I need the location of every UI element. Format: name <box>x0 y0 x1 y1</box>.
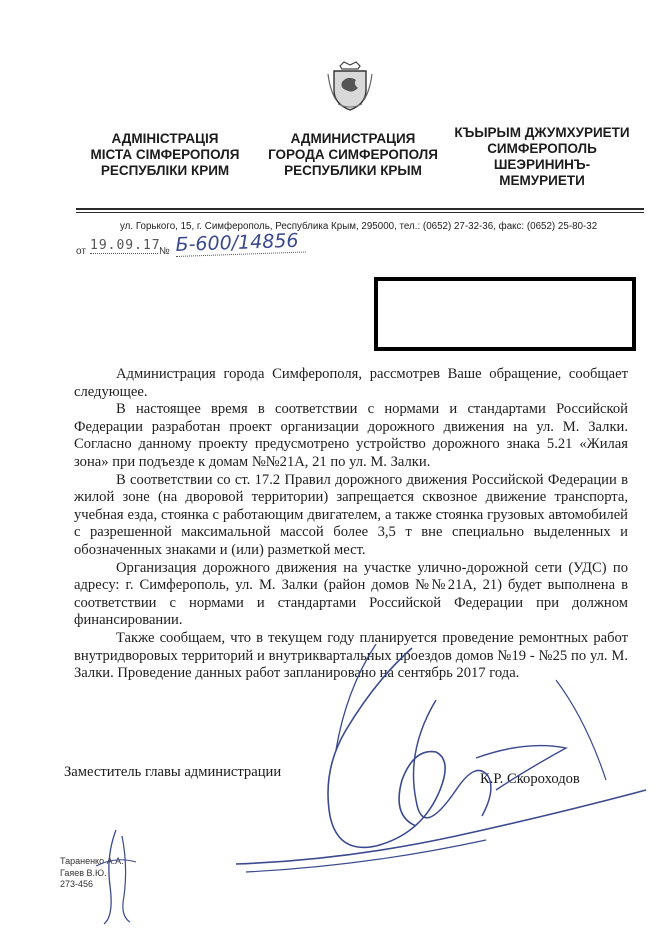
header-line: АДМИНИСТРАЦИЯ <box>290 131 416 146</box>
header-line: МІСТА СІМФЕРОПОЛЯ <box>90 147 240 162</box>
header-divider-thin <box>76 212 644 213</box>
executor-line: 273-456 <box>60 879 94 889</box>
header-line: ГОРОДА СИМФЕРОПОЛЯ <box>268 147 438 162</box>
signer-name: К.Р. Скороходов <box>480 771 580 787</box>
body-paragraph: Организация дорожного движения на участке улично-дорожной сети (УДС) по адресу: г. Симферополь, ул. М. Залки (район домов №№21А, 21) будет выполнена в соответствии с нормами и стандартами Российской Федерации при должном финансировании. <box>74 559 628 629</box>
body-paragraph: В соответствии со ст. 17.2 Правил дорожного движения Российской Федерации в жилой зоне (на дворовой территории) запрещается сквозное движение транспорта, учебная езда, стоянка с работающим двигателем, а также стоянка грузовых автомобилей с разрешенной максимальной массой более 3,5 т вне специально выделенных и обозначенных знаками и (или) разметкой мест. <box>74 471 628 558</box>
redacted-addressee-box <box>374 277 636 351</box>
executor-line: Гаяев В.Ю. <box>60 867 107 878</box>
header-line: РЕСПУБЛИКИ КРЫМ <box>284 163 422 178</box>
address-line: ул. Горького, 15, г. Симферополь, Республика Крым, 295000, тел.: (0652) 27-32-36, факс: (0652) 25-80-32 <box>120 221 598 232</box>
body-paragraph: В настоящее время в соответствии с нормами и стандартами Российской Федерации разработан проект организации дорожного движения на ул. М. Залки. Согласно данному проекту предусмотрено устройство дорожного знака 5.21 «Жилая зона» при подъезде к домам №№21А, 21 по ул. М. Залки. <box>74 401 628 470</box>
letter-body <box>74 366 628 683</box>
header-ukrainian <box>85 131 245 179</box>
registration-block <box>76 229 396 266</box>
executor-info <box>60 856 124 891</box>
header-line: СИМФЕРОПОЛЬ <box>487 141 597 156</box>
body-paragraph: Администрация города Симферополя, рассмотрев Ваше обращение, сообщает следующее. <box>74 366 628 400</box>
header-divider <box>76 208 644 210</box>
signer-title: Заместитель главы администрации <box>64 764 282 780</box>
header-russian <box>258 131 448 179</box>
header-crimean-tatar <box>450 125 634 189</box>
registration-number: Б-600/14856 <box>175 229 306 257</box>
header-line: ШЕЭРИНИНЪ- <box>493 157 591 172</box>
date-label: от <box>76 246 86 257</box>
header-line: МЕМУРИЕТИ <box>499 173 585 188</box>
registration-date: 19.09.17 <box>90 238 161 253</box>
header-line: КЪЫРЫМ ДЖУМХУРИЕТИ <box>454 125 630 140</box>
body-paragraph: Также сообщаем, что в текущем году планируется проведение ремонтных работ внутридворовых территорий и внутриквартальных проездов домов №19 - №25 по ул. М. Залки. Проведение данных работ запланировано на сентябрь 2017 года. <box>74 629 628 682</box>
crimea-coat-of-arms-icon <box>326 60 374 112</box>
executor-line: Тараненко А.А. <box>60 856 124 866</box>
header-line: РЕСПУБЛІКИ КРИМ <box>100 163 230 178</box>
header-line: АДМІНІСТРАЦІЯ <box>111 131 219 146</box>
number-label: № <box>159 246 170 257</box>
